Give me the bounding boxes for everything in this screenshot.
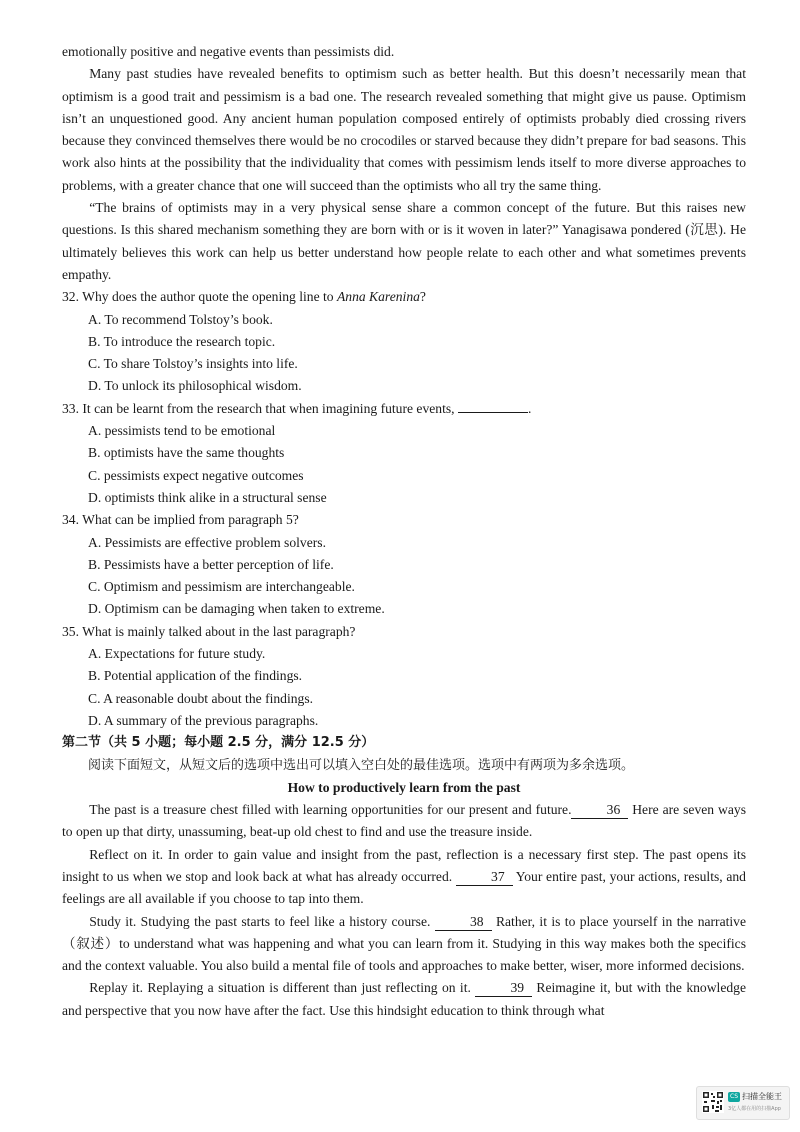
passage-carryover-line: emotionally positive and negative events than pessimists did. — [62, 44, 395, 59]
question-32 — [62, 286, 746, 397]
question-35-option-c: C. A reasonable doubt about the findings. — [88, 690, 314, 706]
question-33-option-a: A. pessimists tend to be emotional — [88, 423, 276, 439]
passage-b-paragraph-2: Reflect on it. In order to gain value and insight from the past, reflection is a necessary first step. The past opens its insight to us when we stop and look back at what has already occurred. 37 Your entire past, your actions, results, and feelings are all available if you choose to tap into them. — [62, 846, 746, 907]
scanner-app-subtitle: 3亿人都在用的扫描App — [728, 1106, 781, 1112]
question-32-option-a: A. To recommend Tolstoy’s book. — [88, 311, 273, 327]
question-33-stem: 33. It can be learnt from the research that when imagining future events, . — [62, 398, 746, 420]
question-34-option-b: B. Pessimists have a better perception of life. — [88, 556, 334, 572]
book-title: Anna Karenina — [336, 289, 420, 305]
blank-36: 36 — [571, 802, 628, 819]
question-33 — [62, 398, 746, 509]
scanner-app-name: 扫描全能王 — [742, 1092, 782, 1101]
question-35-option-d: D. A summary of the previous paragraphs. — [88, 712, 319, 728]
passage-b-paragraph-1: The past is a treasure chest filled with learning opportunities for our present and future. 36 Here are seven ways to open up that dirty, unassuming, beat-up old chest to find and use the treasure inside. — [62, 802, 746, 840]
question-35-option-a: A. Expectations for future study. — [88, 646, 266, 662]
question-34-option-d: D. Optimism can be damaging when taken to extreme. — [88, 601, 385, 617]
scanner-logo-icon: CS — [730, 1093, 738, 1100]
question-32-option-c: C. To share Tolstoy’s insights into life. — [88, 356, 298, 372]
scanner-watermark-badge — [696, 1086, 790, 1120]
question-33-option-d: D. optimists think alike in a structural sense — [88, 489, 327, 505]
blank-38: 38 — [435, 914, 492, 931]
question-35-option-b: B. Potential application of the findings. — [88, 668, 303, 684]
question-34-stem: 34. What can be implied from paragraph 5? — [62, 512, 299, 528]
blank-37: 37 — [456, 869, 513, 886]
answer-blank — [458, 398, 528, 413]
blank-39: 39 — [475, 980, 532, 997]
passage-b-paragraph-3: Study it. Studying the past starts to feel like a history course. 38 Rather, it is to place yourself in the narrative（叙述）to understand what was happening and what you can learn from it. Studying in this way makes both the specifics and the context valuable. You also build a mental file of tools and approaches to make better, wiser, more informed decisions. — [62, 913, 746, 974]
passage-paragraph-6: “The brains of optimists may in a very physical sense share a common concept of the future. But this raises new questions. Is this shared mechanism something they are born with or is it woven in later?” Yanagisawa pondered (沉思). He ultimately believes this work can help us better understand how people relate to each other and what sometimes prevents empathy. — [62, 200, 746, 282]
question-34 — [62, 509, 746, 620]
question-34-option-c: C. Optimism and pessimism are interchangeable. — [88, 579, 355, 595]
question-34-option-a: A. Pessimists are effective problem solvers. — [88, 534, 326, 550]
passage-title: How to productively learn from the past — [287, 779, 521, 795]
question-32-stem: 32. Why does the author quote the opening line to Anna Karenina? — [62, 289, 426, 305]
section-2-instruction: 阅读下面短文，从短文后的选项中选出可以填入空白处的最佳选项。选项中有两项为多余选项。 — [88, 757, 635, 773]
question-35-stem: 35. What is mainly talked about in the last paragraph? — [62, 623, 356, 639]
question-33-option-c: C. pessimists expect negative outcomes — [88, 467, 304, 483]
passage-b-paragraph-4: Replay it. Replaying a situation is different than just reflecting on it. 39 Reimagine it, but with the knowledge and perspective that you now have after the fact. Use this hindsight education to think through what — [62, 980, 746, 1018]
document-page — [62, 41, 746, 1022]
passage-paragraph-5: Many past studies have revealed benefits to optimism such as better health. But this doesn’t necessarily mean that optimism is a good trait and pessimism is a bad one. The research revealed something that might give us pause. Optimism isn’t an unquestioned good. Any ancient human population composed entirely of optimists probably died crossing rivers because they convinced themselves there would be no crocodiles or starved because they didn’t prepare for bad seasons. This work also hints at the possibility that the individuality that comes with pessimism lends itself to more diverse approaches to problems, with a greater chance that one will succeed than the optimists who all try the same thing. — [62, 66, 746, 193]
qr-code-icon — [702, 1091, 724, 1113]
question-32-option-b: B. To introduce the research topic. — [88, 333, 276, 349]
question-33-option-b: B. optimists have the same thoughts — [88, 445, 285, 461]
question-32-option-d: D. To unlock its philosophical wisdom. — [88, 378, 302, 394]
section-2-heading: 第二节（共 5 小题；每小题 2.5 分，满分 12.5 分） — [62, 735, 375, 751]
question-35 — [62, 621, 746, 732]
